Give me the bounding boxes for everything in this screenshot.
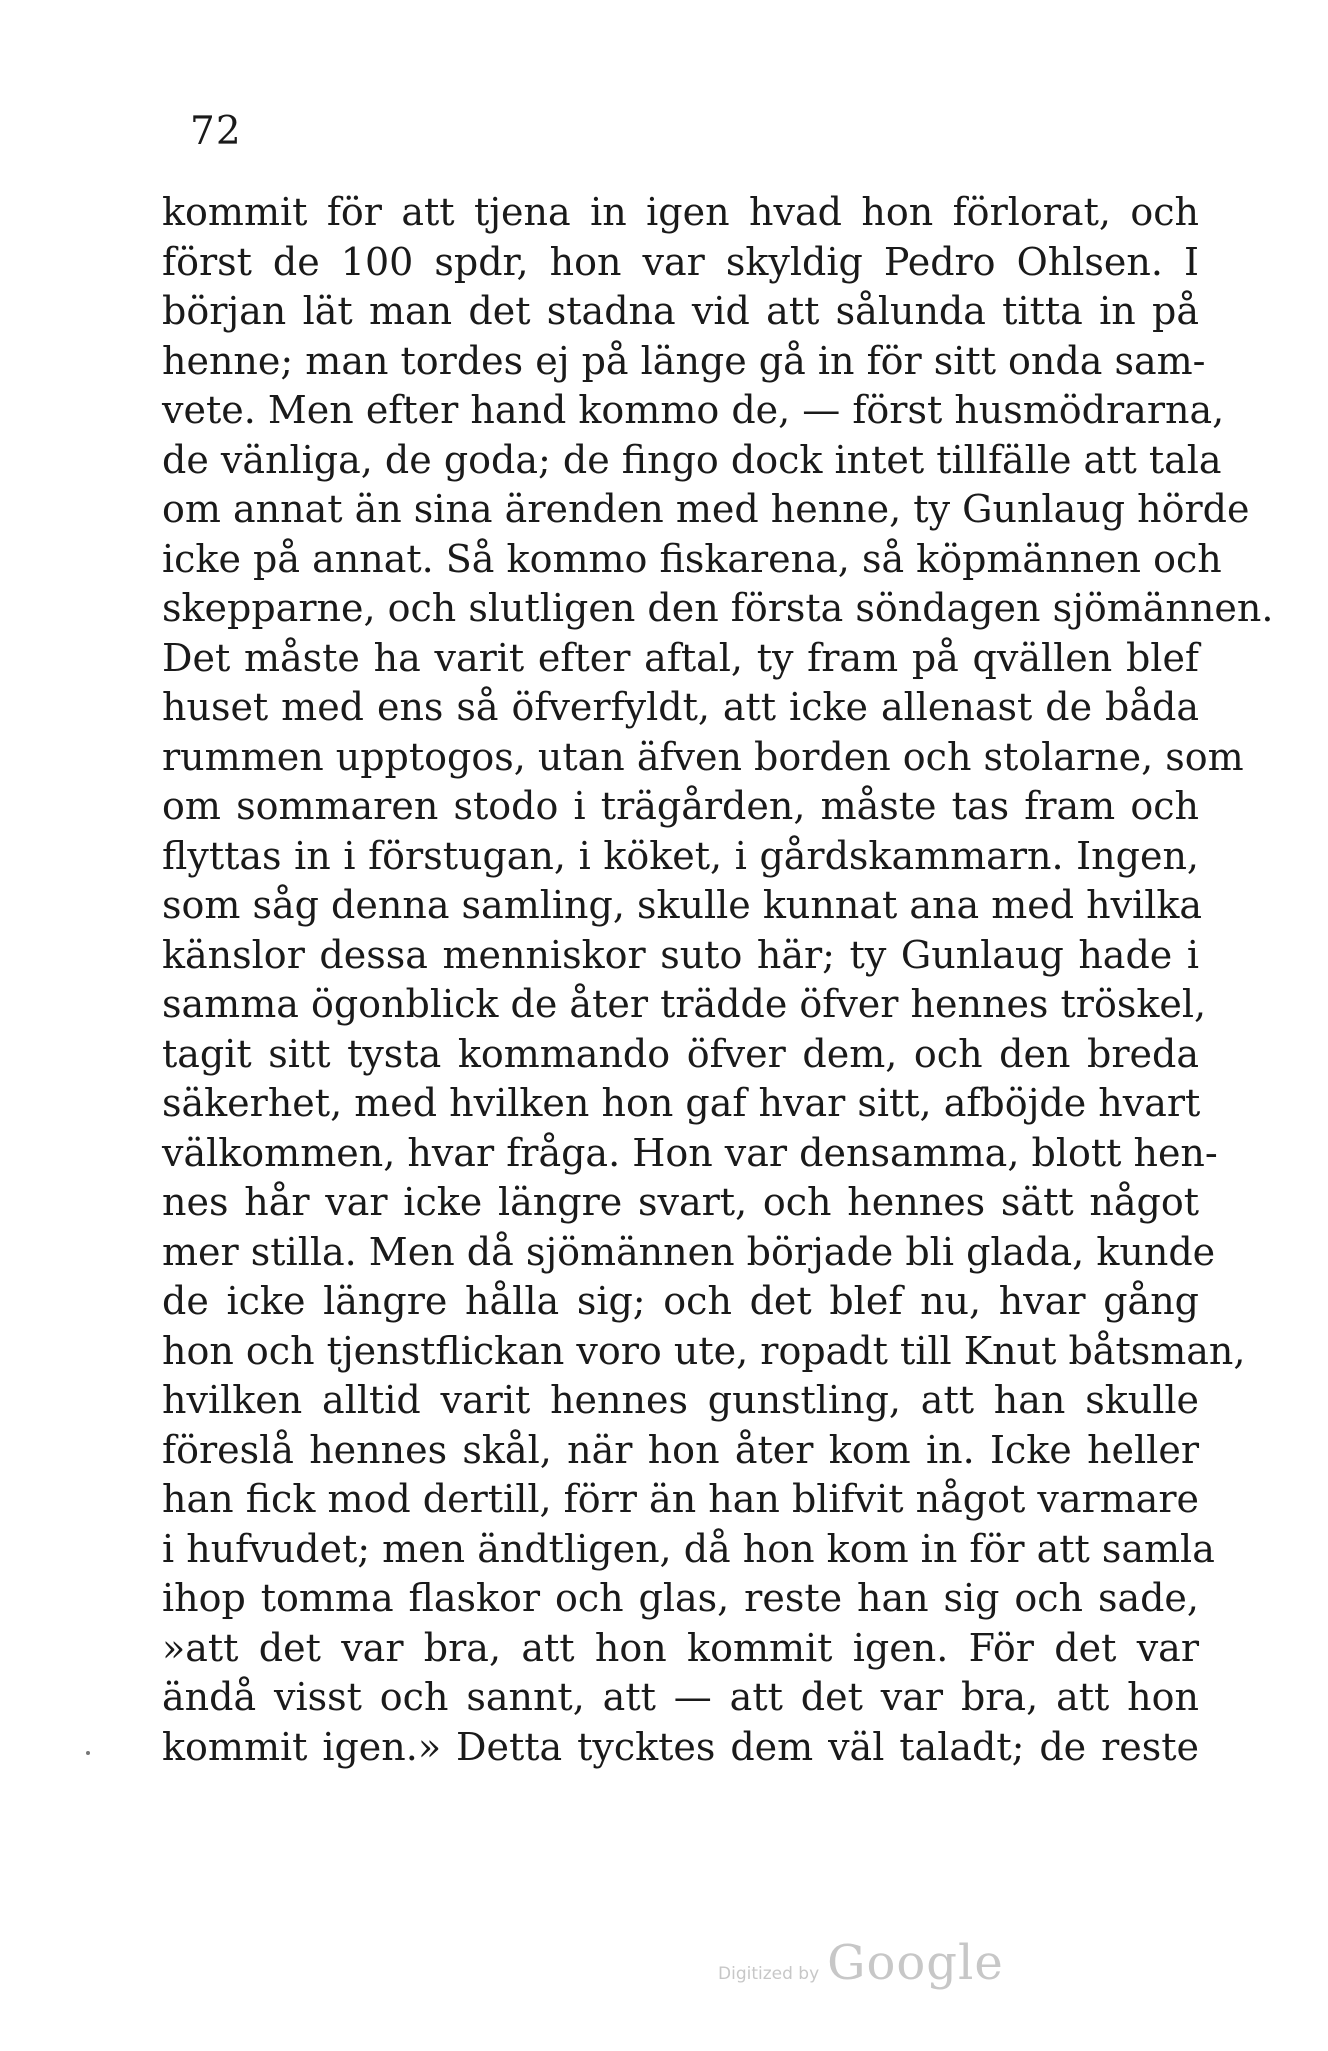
- text-line: de vänliga, de goda; de fingo dock intet tillfälle att tala: [162, 437, 1222, 482]
- text-line: känslor dessa menniskor suto här; ty Gunlaug hade i: [162, 932, 1199, 977]
- text-line: vete. Men efter hand kommo de, — först husmödrarna,: [162, 388, 1225, 432]
- text-line: kommit för att tjena in igen hvad hon förlorat, och: [162, 190, 1199, 234]
- text-line: föreslå hennes skål, när hon åter kom in. Icke heller: [162, 1427, 1199, 1472]
- text-line: henne; man tordes ej på länge gå in för sitt onda sam-: [162, 338, 1206, 383]
- text-line: om annat än sina ärenden med henne, ty Gunlaug hörde: [162, 487, 1250, 531]
- page-number: 72: [190, 109, 242, 154]
- text-line: de icke längre hålla sig; och det blef nu, hvar gång: [162, 1279, 1199, 1323]
- text-line: skepparne, och slutligen den första söndagen sjömännen.: [162, 586, 1274, 630]
- text-line: början lät man det stadna vid att sålunda titta in på: [162, 289, 1199, 333]
- text-line: »att det var bra, att hon kommit igen. För det var: [162, 1625, 1199, 1670]
- text-line: som såg denna samling, skulle kunnat ana med hvilka: [162, 883, 1203, 927]
- text-line: ändå visst och sannt, att — att det var bra, att hon: [162, 1675, 1199, 1719]
- text-line: mer stilla. Men då sjömännen började bli glada, kunde: [162, 1229, 1216, 1274]
- text-line: icke på annat. Så kommo fiskarena, så köpmännen och: [162, 536, 1222, 581]
- text-line: flyttas in i förstugan, i köket, i gårdskammarn. Ingen,: [162, 833, 1199, 878]
- text-line: kommit igen.» Detta tycktes dem väl taladt; de reste: [162, 1724, 1199, 1769]
- text-line: i hufvudet; men ändtligen, då hon kom in för att samla: [162, 1526, 1215, 1571]
- digitized-watermark: [718, 1935, 1004, 1991]
- text-line: ihop tomma flaskor och glas, reste han sig och sade,: [162, 1576, 1199, 1620]
- watermark-brand: Google: [827, 1935, 1004, 1991]
- text-line: om sommaren stodo i trägården, måste tas fram och: [162, 784, 1199, 828]
- text-line: hvilken alltid varit hennes gunstling, att han skulle: [162, 1378, 1199, 1422]
- text-line: först de 100 spdr, hon var skyldig Pedro Ohlsen. I: [162, 239, 1199, 284]
- text-line: välkommen, hvar fråga. Hon var densamma, blott hen-: [162, 1130, 1218, 1175]
- ink-speck: [86, 1751, 90, 1755]
- text-line: hon och tjenstflickan voro ute, ropadt till Knut båtsman,: [162, 1328, 1246, 1373]
- text-line: tagit sitt tysta kommando öfver dem, och den breda: [162, 1031, 1199, 1076]
- watermark-prefix: Digitized by: [718, 1964, 820, 1984]
- body-text: [162, 188, 1274, 1772]
- text-line: säkerhet, med hvilken hon gaf hvar sitt, afböjde hvart: [162, 1081, 1201, 1125]
- text-line: huset med ens så öfverfyldt, att icke allenast de båda: [162, 685, 1199, 729]
- text-line: han fick mod dertill, förr än han blifvit något varmare: [162, 1477, 1199, 1521]
- text-line: nes hår var icke längre svart, och hennes sätt något: [162, 1180, 1199, 1224]
- text-line: rummen upptogos, utan äfven borden och stolarne, som: [162, 734, 1244, 779]
- text-line: Det måste ha varit efter aftal, ty fram på qvällen blef: [162, 635, 1199, 680]
- text-line: samma ögonblick de åter trädde öfver hennes tröskel,: [162, 982, 1207, 1026]
